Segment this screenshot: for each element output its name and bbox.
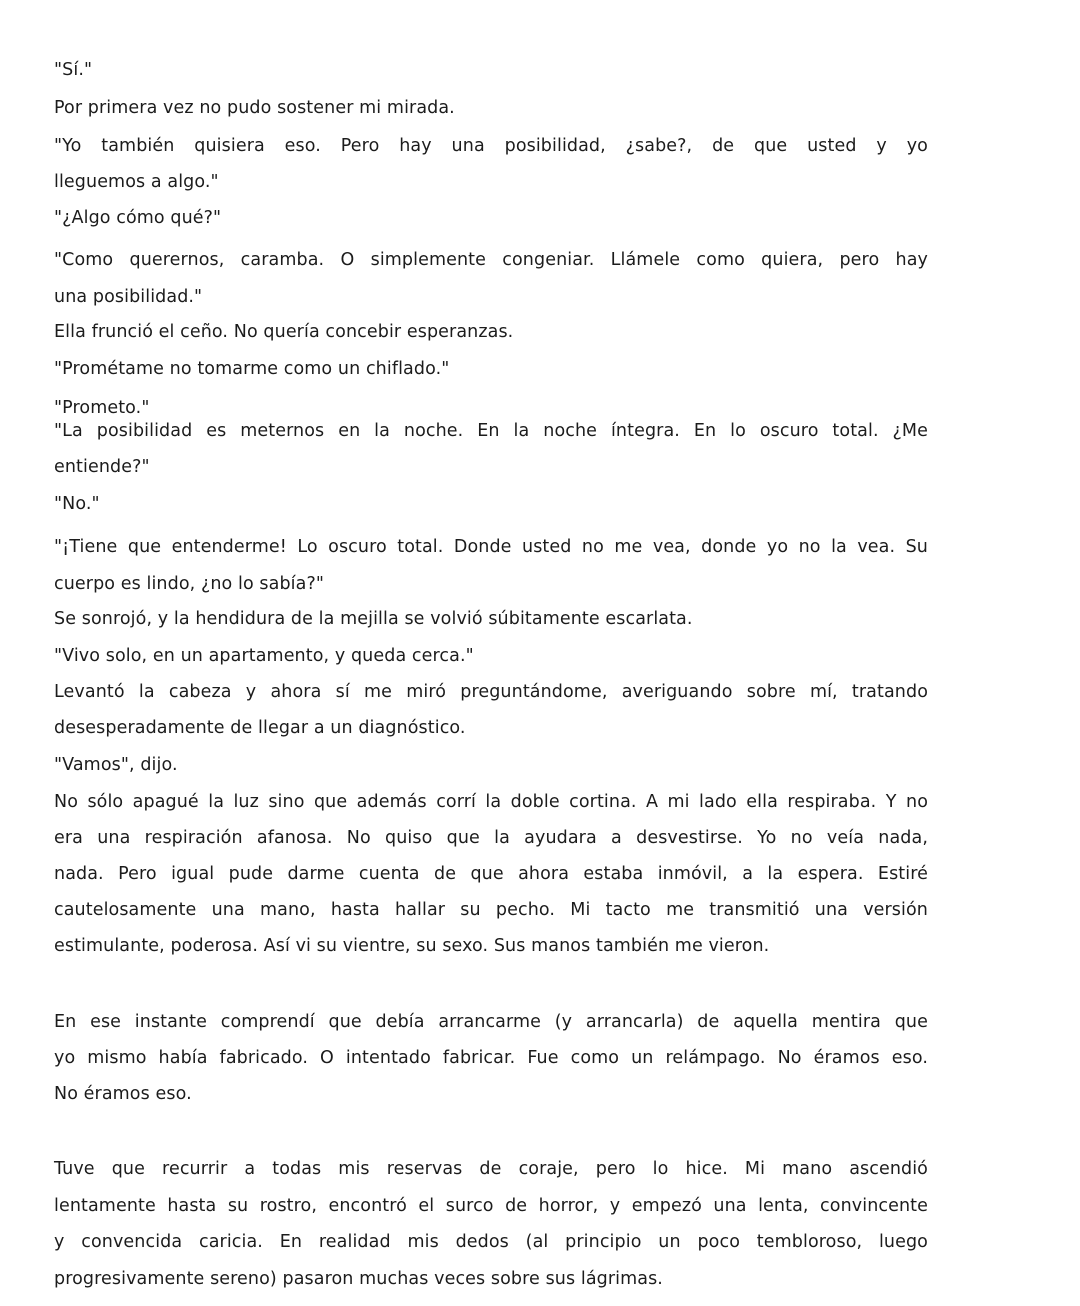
text-line: cautelosamente una mano, hasta hallar su pecho. Mi tacto me transmitió una versión <box>54 900 928 920</box>
text-line: Tuve que recurrir a todas mis reservas de coraje, pero lo hice. Mi mano ascendió <box>54 1159 928 1179</box>
text-line: cuerpo es lindo, ¿no lo sabía?" <box>54 574 325 594</box>
text-line: "No." <box>54 494 100 514</box>
text-line: No sólo apagué la luz sino que además corrí la doble cortina. A mi lado ella respiraba. Y no <box>54 792 928 812</box>
text-line: Se sonrojó, y la hendidura de la mejilla se volvió súbitamente escarlata. <box>54 609 693 629</box>
text-line: y convencida caricia. En realidad mis dedos (al principio un poco tembloroso, luego <box>54 1232 928 1252</box>
text-line: entiende?" <box>54 457 150 477</box>
text-line: "Prometo." <box>54 398 150 418</box>
text-line: una posibilidad." <box>54 287 203 307</box>
text-line: "Yo también quisiera eso. Pero hay una posibilidad, ¿sabe?, de que usted y yo <box>54 136 928 156</box>
text-line: era una respiración afanosa. No quiso que la ayudara a desvestirse. Yo no veía nada, <box>54 828 928 848</box>
text-line: "Sí." <box>54 60 93 80</box>
text-line: nada. Pero igual pude darme cuenta de que ahora estaba inmóvil, a la espera. Estiré <box>54 864 928 884</box>
text-line: yo mismo había fabricado. O intentado fabricar. Fue como un relámpago. No éramos eso. <box>54 1048 928 1068</box>
text-line: "¡Tiene que entenderme! Lo oscuro total. Donde usted no me vea, donde yo no la vea. Su <box>54 537 928 557</box>
text-line: "¿Algo cómo qué?" <box>54 208 222 228</box>
text-line: En ese instante comprendí que debía arrancarme (y arrancarla) de aquella mentira que <box>54 1012 928 1032</box>
text-line: No éramos eso. <box>54 1084 192 1104</box>
text-line: lentamente hasta su rostro, encontró el surco de horror, y empezó una lenta, convincente <box>54 1196 928 1216</box>
text-line: "Vamos", dijo. <box>54 755 178 775</box>
text-line: desesperadamente de llegar a un diagnóstico. <box>54 718 466 738</box>
text-line: "Prométame no tomarme como un chiflado." <box>54 359 450 379</box>
text-line: "Vivo solo, en un apartamento, y queda cerca." <box>54 646 474 666</box>
text-line: lleguemos a algo." <box>54 172 219 192</box>
text-line: estimulante, poderosa. Así vi su vientre, su sexo. Sus manos también me vieron. <box>54 936 770 956</box>
text-line: "Como querernos, caramba. O simplemente congeniar. Llámele como quiera, pero hay <box>54 250 928 270</box>
text-line: Por primera vez no pudo sostener mi mirada. <box>54 98 455 118</box>
text-line: Levantó la cabeza y ahora sí me miró preguntándome, averiguando sobre mí, tratando <box>54 682 928 702</box>
text-line: Ella frunció el ceño. No quería concebir esperanzas. <box>54 322 514 342</box>
text-line: "La posibilidad es meternos en la noche. En la noche íntegra. En lo oscuro total. ¿Me <box>54 421 928 441</box>
text-line: progresivamente sereno) pasaron muchas veces sobre sus lágrimas. <box>54 1269 663 1289</box>
